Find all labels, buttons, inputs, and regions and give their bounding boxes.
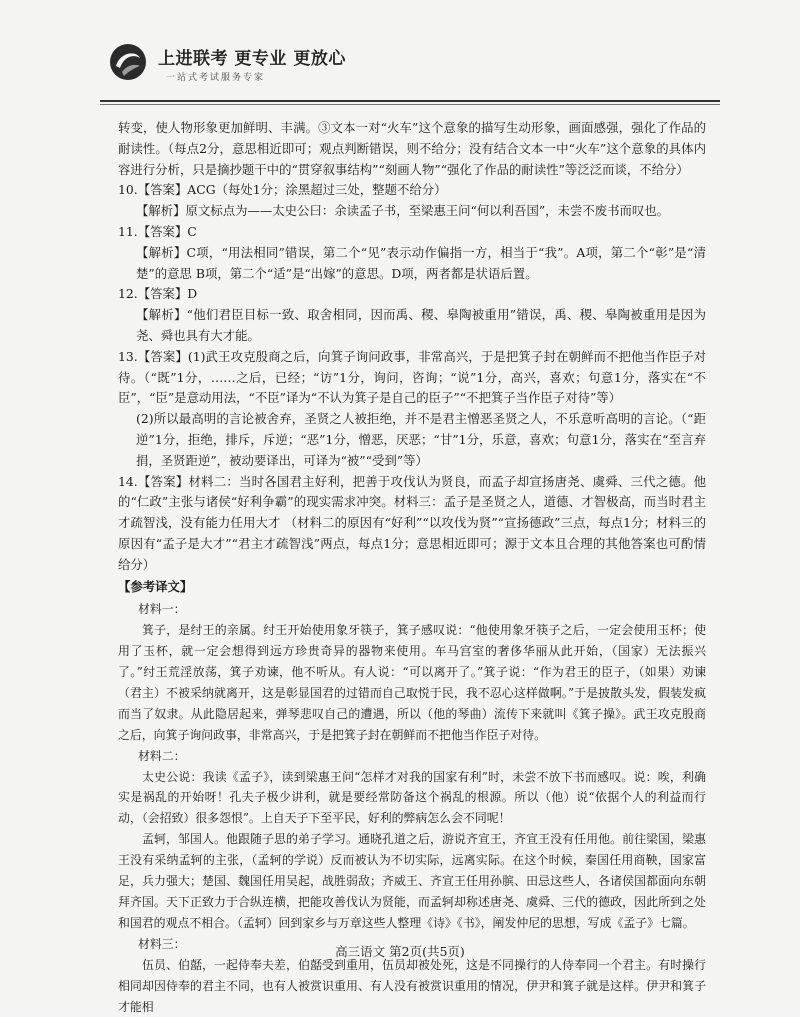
q11-analysis: 【解析】C项，“用法相同”错误，第二个“见”表示动作偏指一方，相当于“我”。A项，第二个“彰”是“清楚”的意思 B项，第二个“适”是“出嫁”的意思。D项，两者都是状语后置。 xyxy=(136,244,706,281)
brand-slogan: 一站式考试服务专家 xyxy=(166,73,266,83)
page-footer: 高三语文 第2页(共5页) xyxy=(335,944,465,959)
q14-answer: 14.【答案】材料二：当时各国君主好利，把善于攻伐认为贤良，而孟子却宣扬唐尧、虞舜、三代之德。他的“仁政”主张与诸侯“好利争霸”的现实需求冲突。材料三：孟子是圣贤之人，道德、才智极高，而当时君主才疏智浅，没有能力任用大才 （材料二的原因有“好利”“以攻伐为贤”“宣扬德政”三点，每点1分；材料三的原因有“孟子是大才”“君主才疏智浅”两点，每点1分；意思相近即可；源于文本且合理的其他答案也可酌情给分） xyxy=(118,473,706,572)
q12-analysis: 【解析】“他们君臣目标一致、取舍相同，因而禹、稷、皋陶被重用”错误，禹、稷、皋陶被重用是因为尧、舜也具有大才能。 xyxy=(136,307,706,343)
q13-answer-part2: (2)所以最高明的言论被舍弃，圣贤之人被拒绝，并不是君主憎恶圣贤之人，不乐意听高明的言论。（“距逆”1分，拒绝，排斥，斥逆；“恶”1分，憎恶，厌恶；“甘”1分，乐意，喜欢；句意1分，落实在“至言弃捐，圣贤距逆”，被动要译出，可译为“被”“受到”等） xyxy=(136,411,706,468)
page-header xyxy=(100,30,720,102)
material-2-heading: 材料二： xyxy=(138,748,186,763)
q9-continuation: 转变，使人物形象更加鲜明、丰满。③文本一对“火车”这个意象的描写生动形象，画面感强，强化了作品的耐读性。（每点2分，意思相近即可；观点判断错误，则不给分；没有结合文本一中“火车”这个意象的具体内容进行分析，只是摘抄题干中的“贯穿叙事结构”“刻画人物”“强化了作品的耐读性”等泛泛而谈，不给分） xyxy=(118,120,706,177)
logo-icon xyxy=(108,42,148,82)
q10-answer: 10.【答案】ACG（每处1分；涂黑超过三处，整题不给分） xyxy=(118,182,447,198)
material-1-heading: 材料一： xyxy=(138,602,186,617)
brand-text: 上进联考 更专业 更放心 xyxy=(158,49,346,69)
q10-analysis: 【解析】原文标点为——太史公曰：余读孟子书，至梁惠王问“何以利吾国”，未尝不废书而叹也。 xyxy=(136,203,670,219)
q11-answer: 11.【答案】C xyxy=(118,223,197,239)
header-rule-thin xyxy=(100,104,720,105)
material-3-heading: 材料三： xyxy=(138,936,186,951)
material-3-text: 伍员、伯嚭，一起侍奉夫差，伯嚭受到重用，伍员却被处死，这是不同操行的人侍奉同一个君主。有时操行相同却因侍奉的君主不同，也有人被赏识重用、有人没有被赏识重用的情况，伊尹和箕子就是这样。伊尹和箕子才能相 xyxy=(118,957,706,1014)
material-1-text: 箕子，是纣王的亲属。纣王开始使用象牙筷子，箕子感叹说：“他使用象牙筷子之后，一定会使用玉杯；使用了玉杯，就一定会想得到远方珍贵奇异的器物来使用。车马宫室的奢侈华丽从此开始，（国家）无法振兴了。”纣王荒淫放荡，箕子劝谏，他不听从。有人说：“可以离开了。”箕子说：“作为君王的臣子，（如果）劝谏（君主）不被采纳就离开，这是彰显国君的过错而自己取悦于民，我不忍心这样做啊。”于是披散头发，假装发疯而当了奴隶。从此隐居起来，弹琴悲叹自己的遭遇，所以（他的琴曲）流传下来就叫《箕子操》。武王攻克殷商之后，向箕子询问政事，非常高兴，于是把箕子封在朝鲜而不把他当作臣子对待。 xyxy=(118,623,706,742)
q13-answer: 13.【答案】(1)武王攻克殷商之后，向箕子询问政事，非常高兴，于是把箕子封在朝鲜而不把他当作臣子对待。（“既”1分，……之后，已经；“访”1分，询问，咨询；“说”1分，高兴，喜欢；句意1分，落实在“不臣”，“臣”是意动用法，“不臣”译为“不认为箕子是自己的臣子”“不把箕子当作臣子对待”等） xyxy=(118,348,706,406)
reference-translation-heading: 【参考译文】 xyxy=(118,578,193,594)
answer-content xyxy=(118,118,706,1017)
q12-answer: 12.【答案】D xyxy=(118,286,198,302)
material-2-text-cont: 孟轲，邹国人。他跟随子思的弟子学习。通晓孔道之后，游说齐宣王，齐宣王没有任用他。前往梁国，梁惠王没有采纳孟轲的主张，（孟轲的学说）反而被认为不切实际，远离实际。在这个时候，秦国任用商鞅，国家富足，兵力强大；楚国、魏国任用吴起，战胜弱敌；齐威王、齐宣王任用孙膑、田忌这些人，各诸侯国都面向东朝拜齐国。天下正致力于合纵连横，把能攻善伐认为贤能，而孟轲却称述唐尧、虞舜、三代的德政，因此所到之处和国君的观点不相合。（孟轲）回到家乡与万章这些人整理《诗》《书》，阐发仲尼的思想，写成《孟子》七篇。 xyxy=(118,832,706,930)
header-rule xyxy=(100,100,720,102)
material-2-text: 太史公说：我读《孟子》，读到梁惠王问“怎样才对我的国家有利”时，未尝不放下书而感叹。说：唉，利确实是祸乱的开始呀！孔夫子极少讲利，就是要经常防备这个祸乱的根源。所以（他）说“依据个人的利益而行动，（会招致）很多怨恨”。上自天子下至平民，好利的弊病怎么会不同呢！ xyxy=(118,769,706,826)
